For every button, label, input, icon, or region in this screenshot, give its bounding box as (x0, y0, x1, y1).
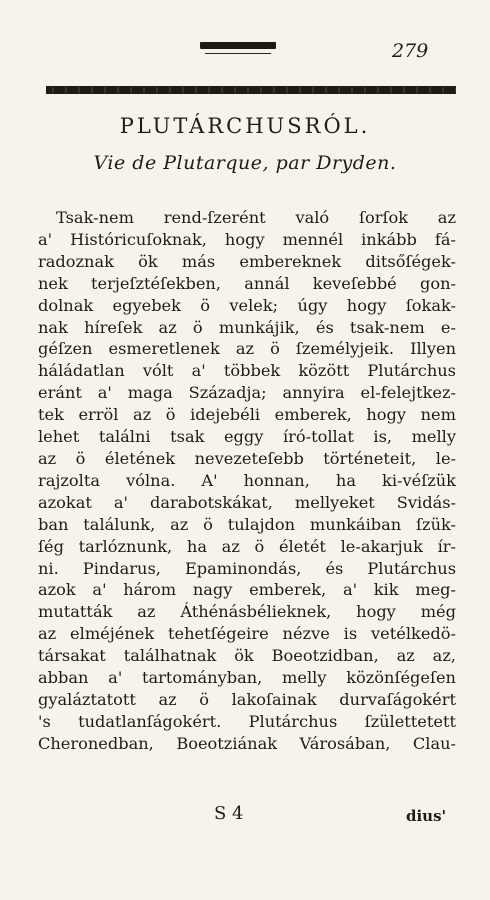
text-line: abban a' tartományban, melly közönſégeſen (38, 668, 456, 688)
catchword: dius' (406, 807, 447, 825)
text-line: azokat a' darabotskákat, mellyeket Svidás- (38, 492, 456, 512)
text-line: ſég tarlóznunk, ha az ö életét le-akarjuk ír- (38, 536, 456, 556)
page-number: 279 (392, 40, 429, 62)
body-text (38, 207, 456, 755)
text-line: radoznak ök más embereknek ditsőſégek- (38, 251, 456, 271)
header-rule (200, 42, 276, 49)
text-line: nek terjeſztéſekben, annál keveſebbé gon- (38, 273, 456, 293)
text-line: dolnak egyebek ö velek; úgy hogy ſokak- (38, 295, 456, 315)
text-line: rajzolta vólna. A' honnan, ha ki-véſzük (38, 470, 456, 490)
header-rule-thin (205, 53, 271, 54)
text-line: társakat találhatnak ök Boeotzidban, az az, (38, 646, 456, 666)
chapter-title: PLUTÁRCHUSRÓL. (119, 114, 371, 138)
text-line: eránt a' maga Századja; annyira el-felejtkez- (38, 383, 456, 403)
text-line: tek erröl az ö idejebéli emberek, hogy nem (38, 405, 456, 425)
text-line: ban találunk, az ö tulajdon munkáiban ſzük- (38, 514, 456, 534)
text-line: az ö életének nevezeteſebb történeteit, le- (38, 448, 456, 468)
text-line: azok a' három nagy emberek, a' kik meg- (38, 580, 456, 600)
text-line: ni. Pindarus, Epaminondás, és Plutárchus (38, 558, 456, 578)
chapter-subtitle: Vie de Plutarque, par Dryden. (93, 152, 397, 174)
text-line: 's tudatlanſágokért. Plutárchus ſzülettetett (38, 711, 456, 731)
text-line: Tsak-nem rend-ſzerént való ſorſok az (56, 208, 456, 227)
text-line: géſzen esmeretlenek az ö ſzemélyjeik. Illyen (38, 339, 456, 359)
text-line: gyaláztatott az ö lakoſainak durvaſágokért (38, 689, 456, 709)
text-line: háládatlan vólt a' többek között Plutárchus (38, 361, 456, 381)
text-line: az elméjének tehetſégeire nézve is vetélkedö- (38, 624, 456, 644)
text-line: nak híreſek az ö munkájik, és tsak-nem e- (38, 317, 456, 337)
text-line: lehet találni tsak eggy író-tollat is, melly (38, 427, 456, 447)
text-line: a' Históricuſoknak, hogy mennél inkább fá- (38, 229, 456, 249)
signature-mark: S 4 (214, 803, 244, 824)
ornamental-rule (46, 86, 456, 94)
text-line: Cheronedban, Boeotziának Városában, Clau- (38, 733, 456, 753)
text-line: mutatták az Áthénásbélieknek, hogy még (38, 602, 456, 622)
